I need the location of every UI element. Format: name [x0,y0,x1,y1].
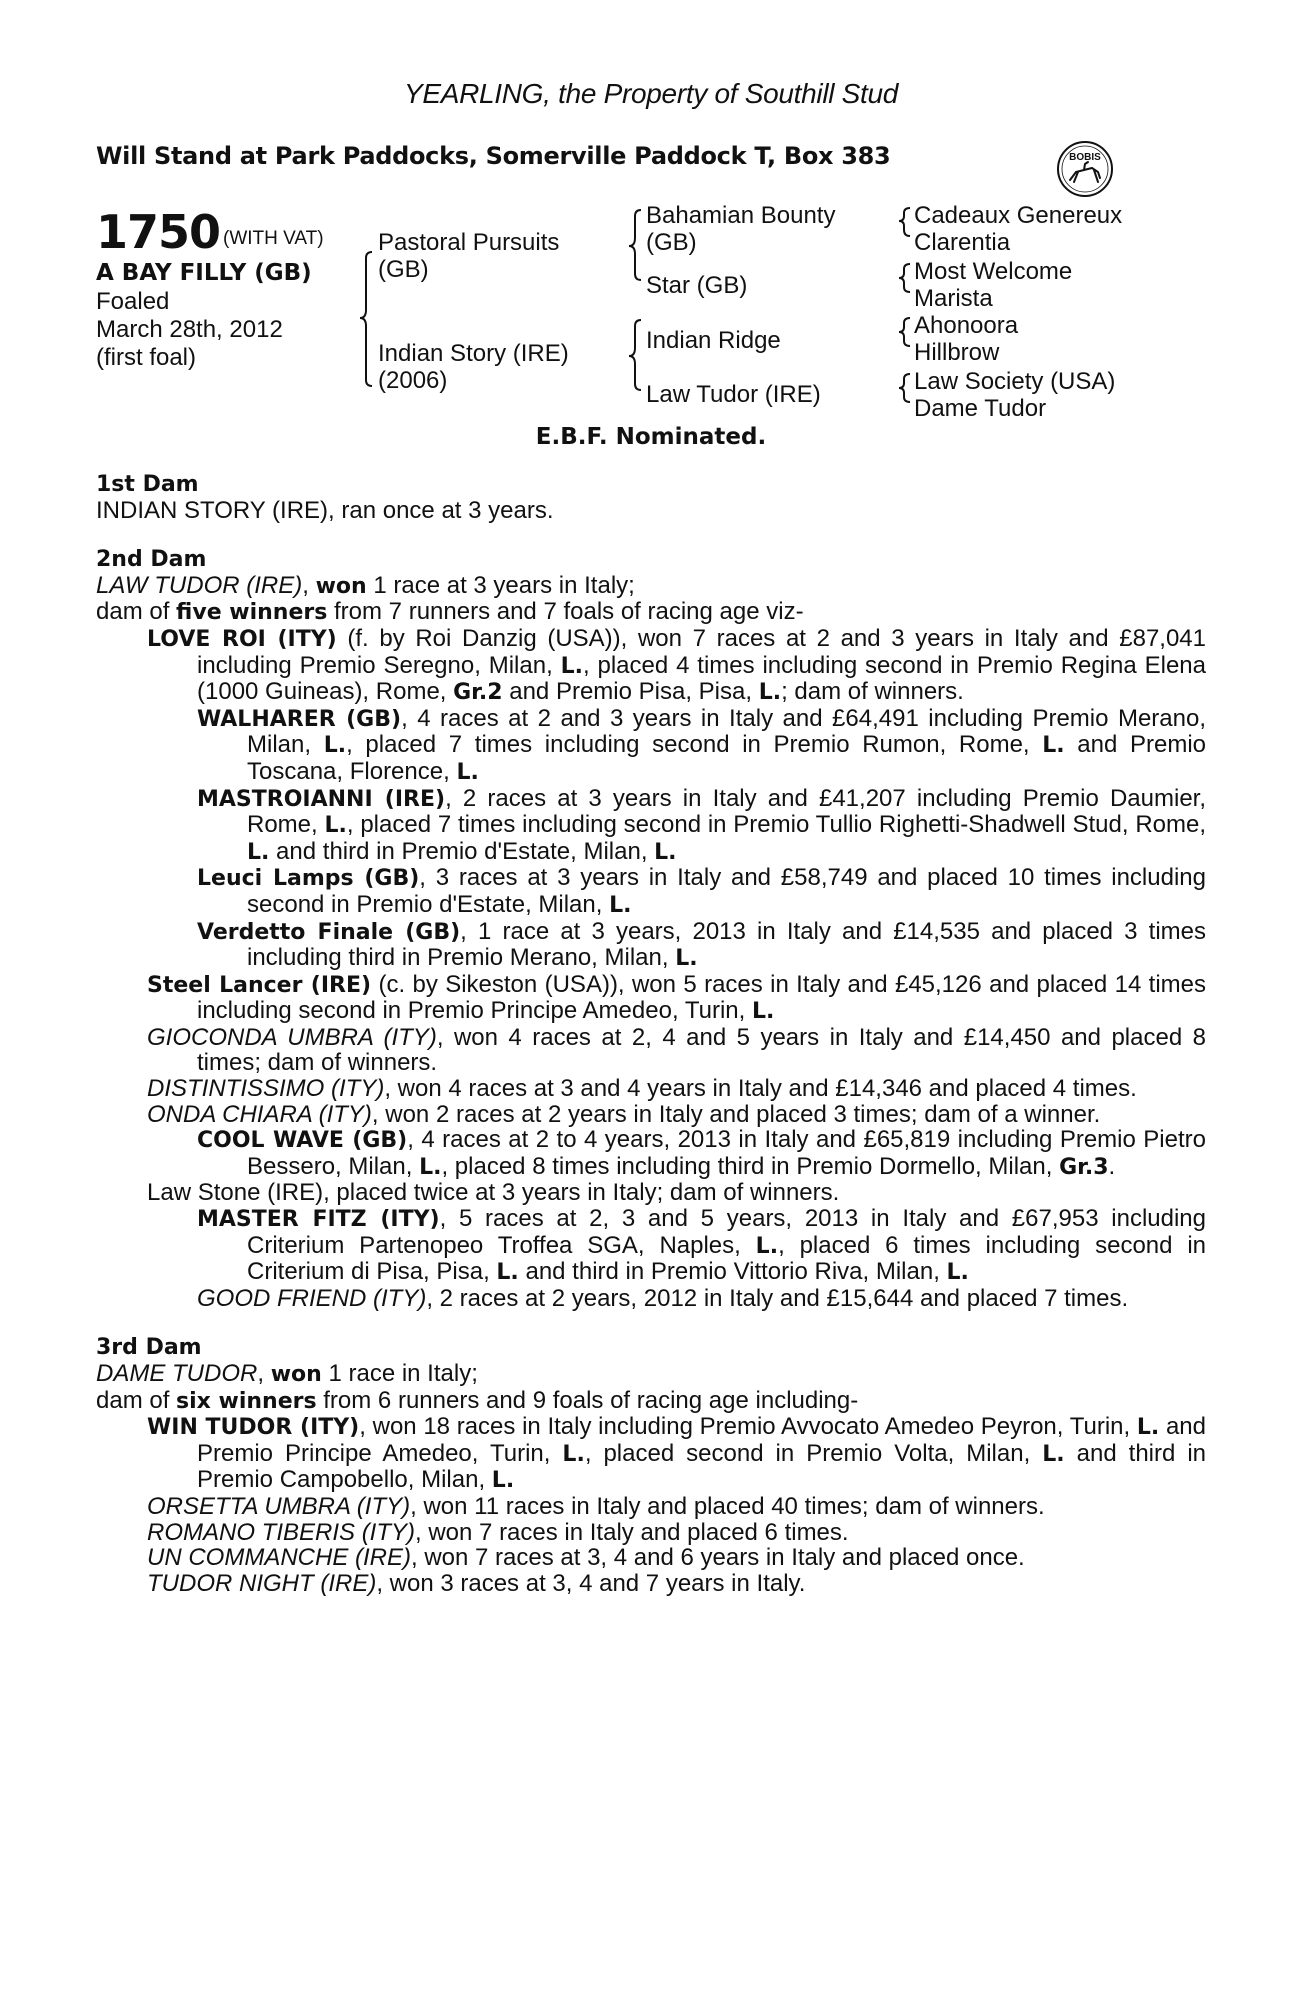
horse-name: A BAY FILLY (GB) [96,260,312,286]
gg-6: Hillbrow [914,339,1000,366]
progeny-verdetto-finale: Verdetto Finale (GB), 1 race at 3 years, 2013 in Italy and £14,535 and placed 3 times including third in Premio Merano, Milan, L. [197,917,1207,972]
gg-4: Marista [914,285,993,312]
second-dam-produce: dam of five winners from 7 runners and 7 foals of racing age viz- [96,598,804,626]
second-dam-title: 2nd Dam [96,547,207,573]
foaled-date: March 28th, 2012 [96,316,283,343]
progeny-tudor-night: TUDOR NIGHT (IRE), won 3 races at 3, 4 and 7 years in Italy. [147,1569,806,1597]
gg-5: Ahonoora [914,312,1019,339]
third-dam-produce: dam of six winners from 6 runners and 9 foals of racing age including- [96,1386,859,1414]
progeny-mastroianni: MASTROIANNI (IRE), 2 races at 3 years in Italy and £41,207 including Premio Daumier, Rome, L., placed 7 times including second in Premio Tullio Righetti-Shadwell Stud, Rome, L. and third in Premio d'Estate, Milan, L. [197,784,1207,865]
logo-text: BOBIS [1069,152,1101,163]
page-title: YEARLING, the Property of Southill Stud [403,78,899,109]
lot-number: 1750 [96,205,221,259]
sire-dam: Star (GB) [646,272,748,299]
second-dam-line: LAW TUDOR (IRE), won 1 race at 3 years in Italy; [96,571,635,599]
dam-dam: Law Tudor (IRE) [646,381,821,408]
progeny-good-friend: GOOD FRIEND (ITY), 2 races at 2 years, 2012 in Italy and £15,644 and placed 7 times. [197,1284,1129,1312]
third-dam-title: 3rd Dam [96,1335,202,1361]
catalogue-page [96,0,1206,2000]
progeny-gioconda-umbra: GIOCONDA UMBRA (ITY), won 4 races at 2, 4 and 5 years in Italy and £14,450 and placed 8 times; dam of winners. [147,1023,1206,1077]
sire: Pastoral Pursuits (GB) [378,229,560,283]
foal-note: (first foal) [96,344,197,371]
foaled-label: Foaled [96,288,170,315]
progeny-steel-lancer: Steel Lancer (IRE) (c. by Sikeston (USA)), won 5 races in Italy and £45,126 and placed 14 times including second in Premio Principe Amedeo, Turin, L. [147,970,1206,1025]
gg-3: Most Welcome [914,258,1073,285]
progeny-romano-tiberis: ROMANO TIBERIS (ITY), won 7 races in Italy and placed 6 times. [147,1518,849,1546]
progeny-orsetta-umbra: ORSETTA UMBRA (ITY), won 11 races in Italy and placed 40 times; dam of winners. [147,1492,1045,1520]
gg-8: Dame Tudor [914,395,1047,422]
first-dam-text: INDIAN STORY (IRE), ran once at 3 years. [96,496,554,524]
sire-sire: Bahamian Bounty (GB) [646,202,836,256]
progeny-walharer: WALHARER (GB), 4 races at 2 and 3 years in Italy and £64,491 including Premio Merano, Milan, L., placed 7 times including second in Premio Rumon, Rome, L. and Premio Toscana, Florence, L. [197,704,1207,785]
progeny-master-fitz: MASTER FITZ (ITY), 5 races at 2, 3 and 5 years, 2013 in Italy and £67,953 including Criterium Partenopeo Troffea SGA, Naples, L., placed 6 times including second in Criterium di Pisa, Pisa, L. and third in Premio Vittorio Riva, Milan, L. [197,1205,1207,1286]
gg-2: Clarentia [914,229,1011,256]
dam: Indian Story (IRE) (2006) [378,340,569,394]
progeny-cool-wave: COOL WAVE (GB), 4 races at 2 to 4 years, 2013 in Italy and £65,819 including Premio Pietro Bessero, Milan, L., placed 8 times including third in Premio Dormello, Milan, Gr.3. [197,1126,1206,1180]
first-dam-title: 1st Dam [96,472,199,497]
progeny-love-roi: LOVE ROI (ITY) (f. by Roi Danzig (USA)), won 7 races at 2 and 3 years in Italy and £87,041 including Premio Seregno, Milan, L., placed 4 times including second in Premio Regina Elena (1000 Guineas), Rome, Gr.2 and Premio Pisa, Pisa, L.; dam of winners. [147,624,1206,706]
dam-sire: Indian Ridge [646,327,781,354]
progeny-leuci-lamps: Leuci Lamps (GB), 3 races at 3 years in Italy and £58,749 and placed 10 times including second in Premio d'Estate, Milan, L. [197,864,1206,918]
gg-1: Cadeaux Genereux [914,202,1123,229]
progeny-un-commanche: UN COMMANCHE (IRE), won 7 races at 3, 4 and 6 years in Italy and placed once. [147,1544,1025,1572]
ebf-nominated: E.B.F. Nominated. [535,424,767,450]
vat-label: (WITH VAT) [223,228,324,249]
third-dam-line: DAME TUDOR, won 1 race in Italy; [96,1360,478,1387]
progeny-distintissimo: DISTINTISSIMO (ITY), won 4 races at 3 and 4 years in Italy and £14,346 and placed 4 times. [147,1075,1137,1103]
progeny-onda-chiara: ONDA CHIARA (ITY), won 2 races at 2 years in Italy and placed 3 times; dam of a winner. [147,1100,1101,1128]
gg-7: Law Society (USA) [914,368,1116,395]
progeny-win-tudor: WIN TUDOR (ITY), won 18 races in Italy including Premio Avvocato Amedeo Peyron, Turin, L. and Premio Principe Amedeo, Turin, L., placed second in Premio Volta, Milan, L. and third in Premio Campobello, Milan, L. [147,1413,1206,1494]
progeny-law-stone: Law Stone (IRE), placed twice at 3 years in Italy; dam of winners. [147,1179,840,1207]
dam-details [96,472,1206,1596]
stand-location: Will Stand at Park Paddocks, Somerville Paddock T, Box 383 [96,142,891,170]
